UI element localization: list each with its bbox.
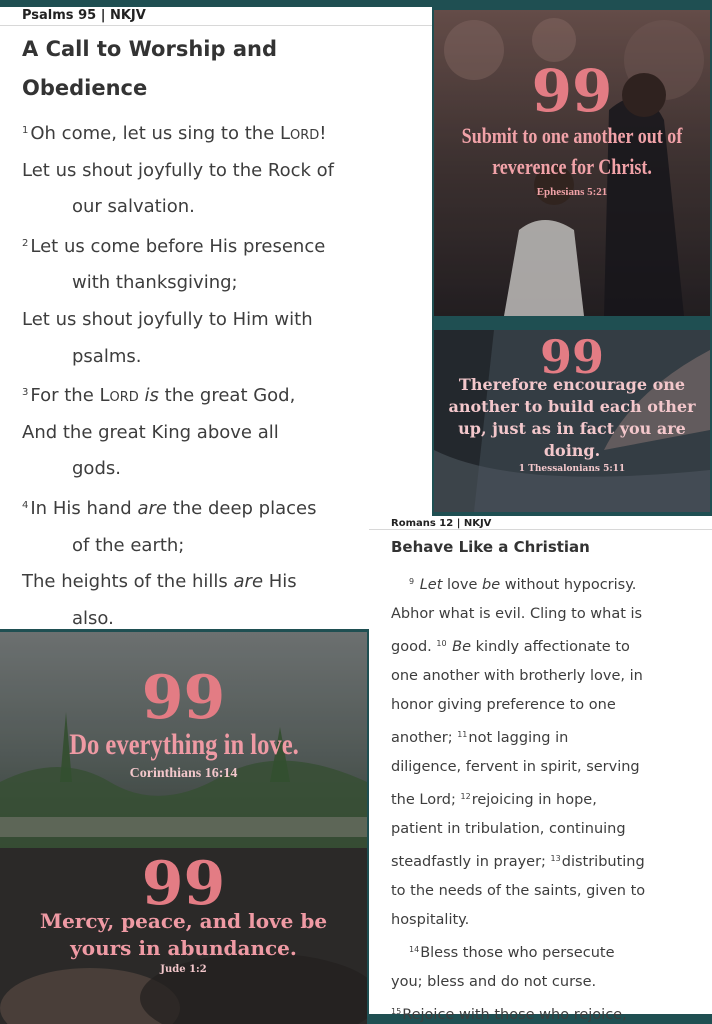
verse-line: Abhor what is evil. Cling to what is: [391, 606, 643, 622]
verse-line: to the needs of the saints, given to: [391, 883, 646, 899]
psalms-title-line2: Obedience: [22, 76, 148, 100]
romans-body: [369, 556, 712, 1024]
verse-text: Bless those who persecute: [420, 945, 615, 961]
verse-line: hospitality.: [391, 912, 470, 928]
verse-line: Let us shout joyfully to the Rock of: [22, 159, 335, 181]
quote-reference: 1 Thessalonians 5:11: [518, 464, 626, 474]
verse-number: 15: [391, 1007, 402, 1016]
verse-number: 14: [409, 945, 420, 954]
verse-line: Let us shout joyfully to Him with: [22, 308, 313, 330]
verse-text: Rejoice with those who rejoice,: [402, 1007, 627, 1023]
verse-line: you; bless and do not curse.: [391, 974, 597, 990]
verse-line: [391, 997, 702, 1024]
verse-number: 11: [457, 730, 468, 739]
italic-word: is: [144, 385, 159, 407]
psalms-header: Psalms 95 | NKJV: [0, 7, 432, 26]
verse-line: honor giving preference to one: [391, 697, 616, 713]
verse-line: [391, 629, 702, 662]
quote-text: [0, 900, 367, 962]
encourage-quote-panel: [434, 330, 710, 512]
verse-line: with thanksgiving;: [72, 272, 238, 294]
verse-line: gods.: [72, 458, 121, 480]
psalms-title: [0, 26, 432, 108]
quote-mark-icon: 99: [539, 330, 604, 384]
quote-text-content: Therefore encourage one another to build each other up, just as in fact you are doing.: [448, 375, 696, 460]
verse-line: our salvation.: [72, 196, 195, 218]
quote-reference: Ephesians 5:21: [536, 186, 608, 198]
verse-line: diligence, fervent in spirit, serving: [391, 759, 640, 775]
quote-text: Submit to one another out of reverence for Christ.: [461, 123, 683, 179]
verse-text: steadfastly in prayer;: [391, 854, 551, 870]
divine-name: Lord: [279, 123, 320, 144]
italic-word: are: [137, 497, 167, 519]
verse-number: 9: [409, 577, 415, 586]
verse-text: the great God,: [158, 385, 296, 407]
encourage-quote-content: [434, 330, 710, 474]
mercy-quote-content: [0, 848, 367, 975]
italic-word: Let: [419, 577, 443, 593]
verse-text: distributing: [561, 854, 645, 870]
verse-line: And the great King above all: [22, 421, 279, 443]
quote-text-content: Mercy, peace, and love be yours in abundance.: [39, 909, 328, 960]
verse-text: For the: [30, 385, 100, 407]
verse-text: Let us come before His presence: [30, 235, 326, 257]
verse-text: without hypocrisy.: [500, 577, 637, 593]
verse-text: another;: [391, 730, 458, 746]
verse-number: 3: [22, 387, 29, 399]
verse-text: !: [319, 123, 327, 144]
verse-text: the Lord;: [391, 792, 461, 808]
verse-line: patient in tribulation, continuing: [391, 821, 626, 837]
psalms-title-line1: A Call to Worship and: [22, 37, 277, 61]
verse-line: [391, 720, 702, 753]
romans-header: Romans 12 | NKJV: [369, 516, 712, 530]
italic-word: be: [482, 577, 501, 593]
verse-line: [22, 113, 422, 153]
quote-mark-icon: 99: [141, 849, 226, 919]
verse-text: kindly affectionate to: [471, 639, 630, 655]
verse-text: not lagging in: [468, 730, 569, 746]
romans-title: Behave Like a Christian: [391, 538, 590, 556]
verse-line: [22, 375, 422, 415]
mercy-quote-panel: [0, 848, 367, 1024]
verse-line: [391, 567, 702, 600]
verse-number: 4: [22, 499, 29, 511]
verse-line: psalms.: [72, 345, 142, 367]
verse-line: [22, 226, 422, 266]
psalms-body: [0, 108, 432, 637]
love-quote-panel: [0, 632, 367, 848]
verse-line: [391, 782, 702, 815]
quote-mark-icon: 99: [531, 57, 613, 125]
wedding-quote-panel: [434, 10, 710, 316]
divine-name: Lord: [99, 385, 139, 407]
romans-card: [369, 516, 712, 1023]
verse-text: the deep places: [166, 497, 317, 519]
verse-line: of the earth;: [72, 534, 185, 556]
verse-text: rejoicing in hope,: [471, 792, 597, 808]
quote-text: Do everything in love.: [69, 728, 299, 761]
quote-mark-icon: 99: [141, 663, 226, 733]
verse-line: [391, 935, 702, 968]
italic-word: are: [233, 571, 264, 593]
verse-text: The heights of the hills: [22, 571, 234, 593]
wedding-quote-content: [434, 10, 710, 198]
verse-line: [391, 844, 702, 877]
verse-line: [22, 488, 422, 528]
verse-text: His: [263, 571, 297, 593]
verse-number: 10: [436, 639, 447, 648]
verse-line: [22, 564, 422, 601]
verse-line: one another with brotherly love, in: [391, 668, 643, 684]
verse-number: 12: [460, 792, 471, 801]
love-quote-content: [0, 632, 367, 782]
verse-line: also.: [72, 607, 114, 629]
quote-reference: Jude 1:2: [160, 964, 207, 975]
quote-text: [434, 370, 710, 462]
psalms-card: [0, 7, 432, 629]
verse-number: 2: [22, 237, 29, 249]
verse-number: 1: [22, 125, 29, 136]
verse-text: In His hand: [30, 497, 138, 519]
verse-text: love: [442, 577, 483, 593]
verse-text: good.: [391, 639, 437, 655]
verse-text: Oh come, let us sing to the: [30, 123, 280, 144]
verse-number: 13: [550, 854, 561, 863]
quote-reference: Corinthians 16:14: [129, 766, 238, 781]
italic-word: Be: [452, 639, 472, 655]
